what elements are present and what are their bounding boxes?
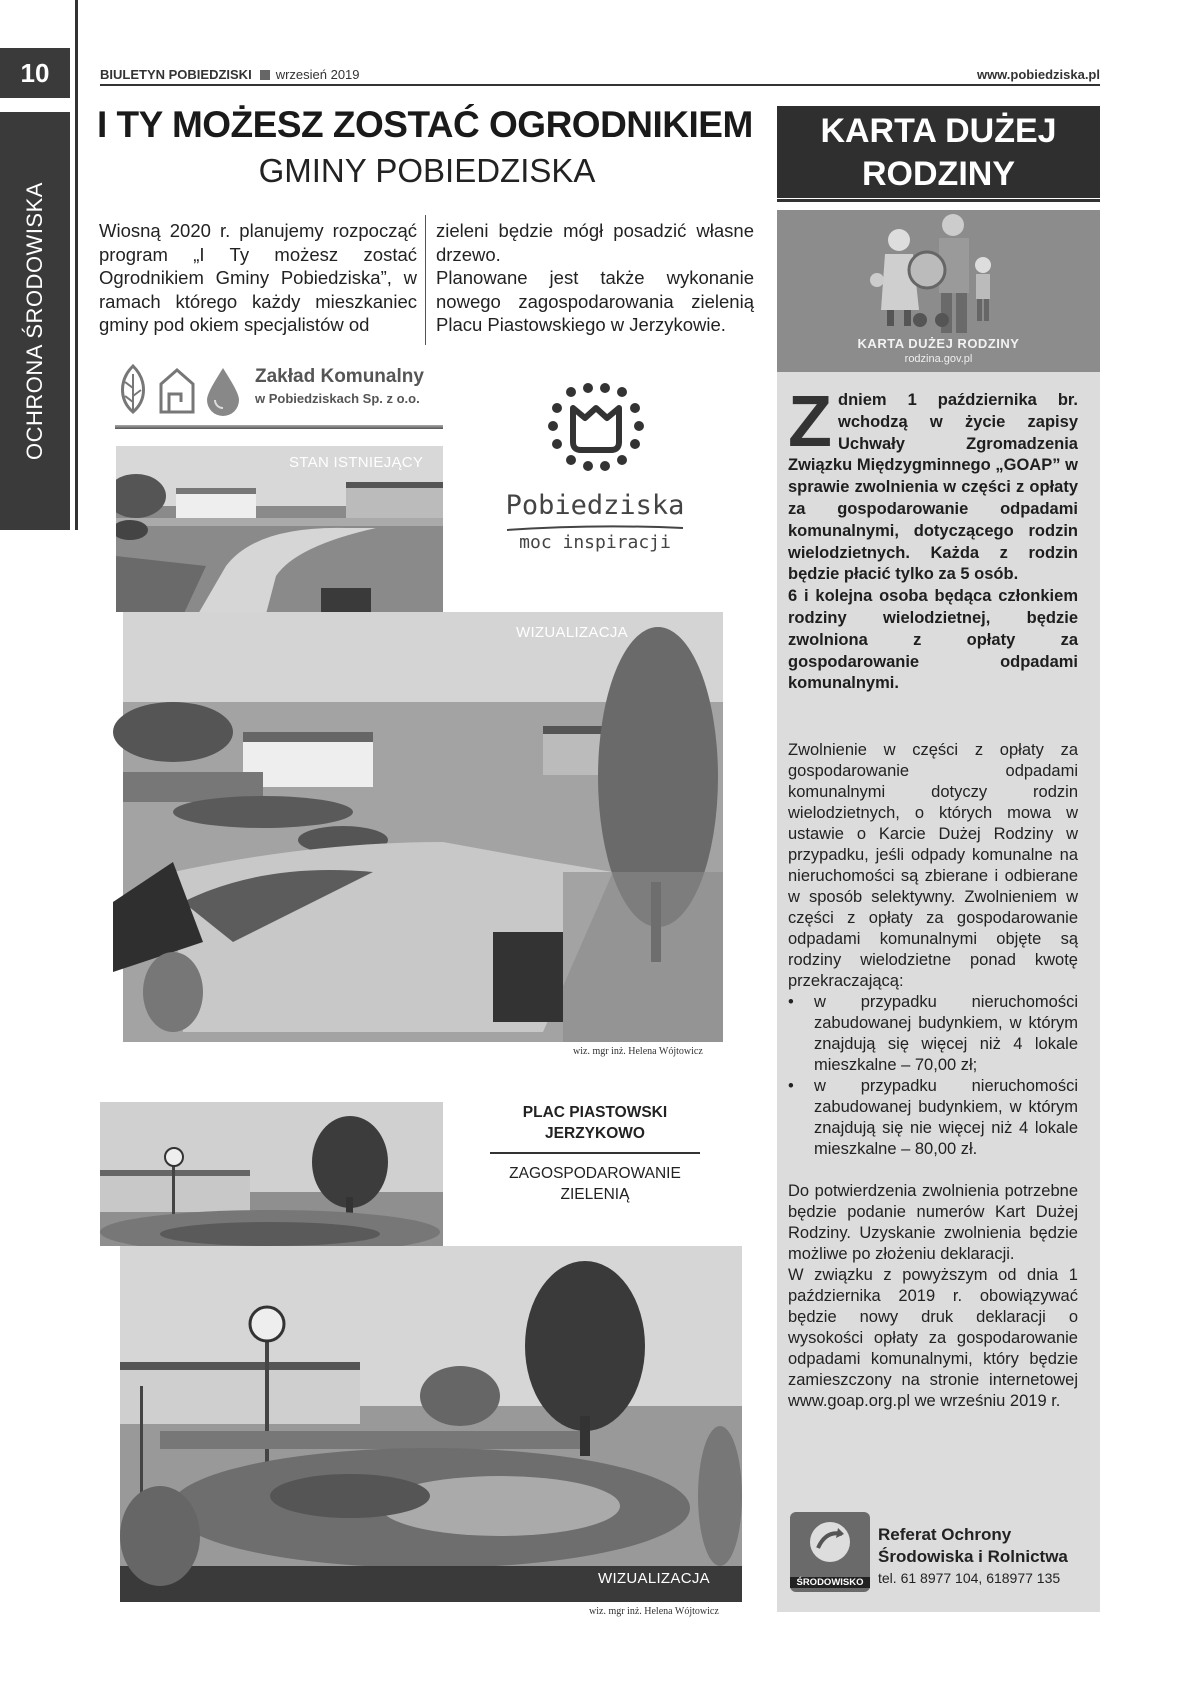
plac-sub-line1: ZAGOSPODAROWANIE bbox=[509, 1165, 681, 1182]
section-name: OCHRONA ŚRODOWISKA bbox=[22, 182, 47, 460]
issue-date: wrzesień 2019 bbox=[275, 67, 360, 82]
kdr-image-caption: KARTA DUŻEJ RODZINY bbox=[857, 336, 1020, 351]
kdr-lead-paragraph bbox=[788, 382, 1078, 695]
publication-name: BIULETYN POBIEDZISKI bbox=[100, 67, 252, 82]
water-drop-icon bbox=[207, 368, 239, 416]
paragraph-spacer bbox=[788, 1160, 1078, 1181]
kdr-image-url: rodzina.gov.pl bbox=[904, 353, 973, 365]
header-left bbox=[100, 67, 360, 82]
office-name-line2: Środowiska i Rolnictwa bbox=[878, 1547, 1068, 1566]
sidebar-rule bbox=[75, 0, 78, 530]
kdr-title-box bbox=[777, 106, 1100, 198]
kdr-lead-text: dniem 1 października br. wchodzą w życie zapisy Uchwały Zgromadzenia Związku Międzygminnego „GOAP” w sprawie zwolnienia w części z opłaty za gospodarowanie odpadami komunalnymi, dotyczącego rodzin wielodzietnych. Każda z rodzin będzie płacić tylko za 5 osób. bbox=[788, 391, 1078, 584]
town-slogan: moc inspiracji bbox=[519, 532, 671, 553]
zaklad-icons bbox=[115, 362, 250, 417]
intro-left-column: Wiosną 2020 r. planujemy rozpocząć program „I Ty możesz zostać Ogrodnikiem Gminy Pobiedziska”, w ramach którego każdy mieszkaniec gminy pod okiem specjalistów od bbox=[99, 220, 417, 335]
label-visualization-2: WIZUALIZACJA bbox=[598, 1570, 710, 1587]
label-visualization-1: WIZUALIZACJA bbox=[516, 624, 628, 641]
pobiedziska-emblem-icon bbox=[495, 380, 695, 490]
kdr-body-paragraph-1: Zwolnienie w części z opłaty za gospodarowanie odpadami komunalnymi dotyczy rodzin wielodzietnych, o których mowa w ustawie o Karcie Dużej Rodziny w przypadku, jeśli odpady komunalne na nieruchomości są zbierane i odbierane w sposób selektywny. Zwolnieniem w części z opłaty za gospodarowanie odpadami komunalnymi objęte są rodziny wielodzietne ponad kwotę przekraczającą: bbox=[788, 741, 1078, 990]
kdr-title-line2: RODZINY bbox=[862, 155, 1015, 193]
leaf-icon bbox=[123, 366, 144, 412]
kdr-image bbox=[777, 210, 1100, 372]
pobiedziska-logo bbox=[495, 380, 695, 560]
srodowisko-logo bbox=[790, 1512, 870, 1592]
article-subtitle: GMINY POBIEDZISKA bbox=[258, 152, 596, 189]
photo-visualization-1 bbox=[113, 612, 723, 1042]
kdr-title-rule bbox=[777, 199, 1100, 202]
zaklad-underline bbox=[115, 425, 443, 429]
srodowisko-logo-label: ŚRODOWISKO bbox=[790, 1577, 870, 1588]
intro-right-column bbox=[436, 219, 754, 337]
zaklad-subname: w Pobiedziskach Sp. z o.o. bbox=[255, 391, 420, 406]
kdr-fee-item: • w przypadku nieruchomości zabudowanej budynkiem, w którym znajdują się nie więcej niż 4 lokale mieszkalne – 80,00 zł. bbox=[788, 1076, 1078, 1160]
kdr-fee-item: • w przypadku nieruchomości zabudowanej budynkiem, w którym znajdują się więcej niż 4 lokale mieszkalne – 70,00 zł; bbox=[788, 992, 1078, 1076]
credit-2: wiz. mgr inż. Helena Wójtowicz bbox=[589, 1606, 719, 1617]
house-icon bbox=[161, 370, 193, 412]
plac-title-line1: PLAC PIASTOWSKI bbox=[522, 1104, 668, 1121]
kdr-body bbox=[788, 740, 1078, 1412]
office-name-line1: Referat Ochrony bbox=[878, 1525, 1012, 1544]
section-sidebar bbox=[0, 112, 70, 530]
plac-piastowski-caption bbox=[490, 1102, 700, 1205]
kdr-body-paragraph-2: Do potwierdzenia zwolnienia potrzebne będzie podanie numerów Kart Dużej Rodziny. Uzyskanie zwolnienia będzie możliwe po złożeniu deklaracji. bbox=[788, 1182, 1078, 1263]
swoosh-underline bbox=[505, 522, 685, 532]
office-name bbox=[878, 1524, 1068, 1568]
label-existing-1: STAN ISTNIEJĄCY bbox=[289, 454, 424, 471]
website-url: www.pobiedziska.pl bbox=[976, 67, 1100, 82]
kdr-lead-text-2: 6 i kolejna osoba będąca członkiem rodziny wielodzietnej, będzie zwolniona z opłaty za gospodarowanie odpadami komunalnymi. bbox=[788, 587, 1078, 693]
family-illustration-icon bbox=[777, 210, 1100, 335]
office-phone: tel. 61 8977 104, 618977 135 bbox=[878, 1570, 1061, 1586]
kdr-fee-list bbox=[788, 992, 1078, 1160]
square-separator-icon bbox=[260, 70, 270, 80]
column-divider bbox=[425, 215, 426, 345]
article-title: I TY MOŻESZ ZOSTAĆ OGRODNIKIEM bbox=[97, 104, 753, 145]
drop-cap: Z bbox=[788, 382, 832, 462]
plac-title-line2: JERZYKOWO bbox=[545, 1125, 645, 1142]
credit-1: wiz. mgr inż. Helena Wójtowicz bbox=[573, 1046, 703, 1057]
kdr-title-line1: KARTA DUŻEJ bbox=[820, 112, 1057, 150]
recycle-globe-icon bbox=[790, 1512, 870, 1572]
zaklad-name: Zakład Komunalny bbox=[255, 366, 424, 387]
intro-right-paragraph-1: zieleni będzie mógł posadzić własne drzewo. bbox=[436, 220, 754, 265]
town-name: Pobiedziska bbox=[505, 490, 685, 521]
plac-divider bbox=[490, 1152, 700, 1154]
intro-right-paragraph-2: Planowane jest także wykonanie nowego zagospodarowania zielenią Placu Piastowskiego w Jerzykowie. bbox=[436, 267, 754, 335]
plac-sub-line2: ZIELENIĄ bbox=[560, 1186, 630, 1203]
page-number: 10 bbox=[0, 48, 70, 98]
zaklad-komunalny-logo bbox=[115, 362, 455, 417]
photo-visualization-2 bbox=[100, 1246, 742, 1602]
kdr-body-paragraph-3: W związku z powyższym od dnia 1 października 2019 r. obowiązywać będzie nowy druk deklaracji o wysokości opłaty za gospodarowanie odpadami komunalnymi, który będzie zamieszczony na stronie internetowej www.goap.org.pl we wrześniu 2019 r. bbox=[788, 1266, 1078, 1410]
header-rule bbox=[100, 84, 1100, 86]
